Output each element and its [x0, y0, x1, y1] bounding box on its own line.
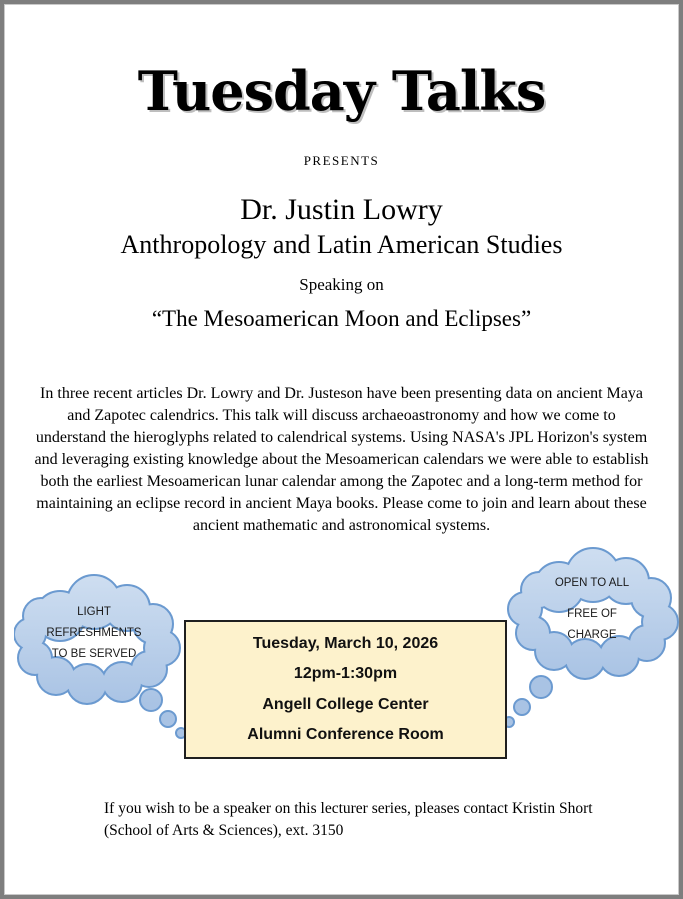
thought-bubble-trail: [140, 689, 186, 738]
speaker-department: Anthropology and Latin American Studies: [120, 230, 563, 259]
event-time: 12pm-1:30pm: [293, 665, 398, 683]
event-room: Alumni Conference Room: [247, 726, 444, 744]
callout-open-to-all-text: [517, 573, 667, 646]
presents-label: PRESENTS: [303, 153, 380, 168]
callout-line: FREE OF: [567, 608, 617, 620]
talk-title: “The Mesoamerican Moon and Eclipses”: [151, 306, 532, 331]
callout-line: LIGHT: [77, 606, 111, 618]
callout-refreshments-text: [24, 602, 164, 665]
callout-line: CHARGE: [567, 629, 617, 641]
event-venue: Angell College Center: [262, 695, 429, 713]
callout-line: TO BE SERVED: [51, 648, 137, 660]
callout-line: OPEN TO ALL: [554, 577, 630, 589]
page-title: Tuesday Talks: [137, 59, 546, 123]
event-date: Tuesday, March 10, 2026: [252, 634, 439, 652]
event-details-box: [184, 620, 507, 759]
abstract-text: In three recent articles Dr. Lowry and Dr. Justeson have been presenting data on ancient Maya and Zapotec calendrics. This talk will discuss archaeoastronomy and how we come to understand the hieroglyphs related to calendrical systems. Using NASA's JPL Horizon's system and leveraging existing knowledge about the Mesoamerican calendars we were able to establish both the earliest Mesoamerican lunar calendar among the Zapotec and a long-term method for maintaining an eclipse record in ancient Maya books. Please come to join and learn about these ancient mathematic and astronomical systems.: [34, 385, 649, 534]
callout-refreshments: [14, 572, 194, 742]
contact-note-line: (School of Arts & Sciences), ext. 3150: [104, 822, 344, 839]
callout-open-to-all: [497, 547, 682, 737]
speaker-name: Dr. Justin Lowry: [240, 193, 443, 226]
callout-line: REFRESHMENTS: [46, 627, 142, 639]
thought-bubble-trail: [504, 676, 552, 727]
contact-note-line: If you wish to be a speaker on this lecturer series, pleases contact Kristin Short: [104, 800, 593, 817]
contact-note: [104, 798, 612, 842]
speaking-on-label: Speaking on: [299, 275, 384, 294]
